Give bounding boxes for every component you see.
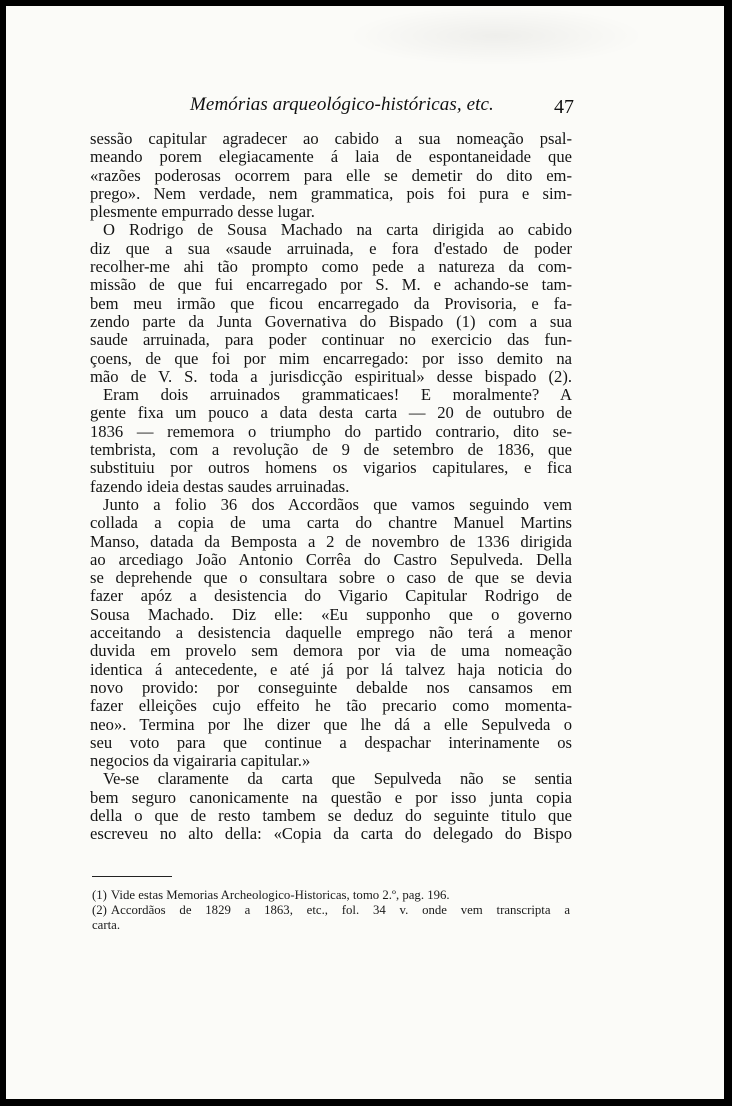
page-number: 47 xyxy=(554,96,574,118)
footnotes xyxy=(92,888,570,933)
text-line: identica á antecedente, e até já por lá talvez haja noticia do xyxy=(90,659,572,679)
text-line: se deprehende que o consultara sobre o caso de que se devia xyxy=(90,568,572,588)
text-line: acceitando a desistencia daquelle emprego não terá a menor xyxy=(90,623,572,643)
footnote-number: (1) xyxy=(92,888,107,902)
text-line: fazer apóz a desistencia do Vigario Capitular Rodrigo de xyxy=(90,586,572,606)
text-line: substituiu por outros homens os vigarios capitulares, e fica xyxy=(90,458,572,478)
text-line: della o que de resto tambem se deduz do seguinte titulo que xyxy=(90,805,572,825)
text-line: O Rodrigo de Sousa Machado na carta dirigida ao cabido xyxy=(103,220,572,240)
text-line: zendo parte da Junta Governativa do Bispado (1) com a sua xyxy=(90,311,572,331)
text-line: mão de V. S. toda a jurisdicção espiritual» desse bispado (2). xyxy=(90,366,572,386)
text-line: neo». Termina por lhe dizer que lhe dá a elle Sepulveda o xyxy=(90,714,572,734)
text-line: negocios da vigairaria capitular.» xyxy=(90,751,311,771)
page-header xyxy=(94,94,574,124)
text-line: Eram dois arruinados grammaticaes! E moralmente? A xyxy=(103,385,572,405)
text-line: novo provido: por conseguinte debalde nos cansamos em xyxy=(90,677,572,697)
text-line: tembrista, com a revolução de 9 de setembro de 1836, que xyxy=(90,440,572,460)
footnote-number: (2) xyxy=(92,903,107,917)
text-line: Junto a folio 36 dos Accordãos que vamos seguindo vem xyxy=(103,494,572,514)
text-line: 1836 — rememora o triumpho do partido contrario, dito se- xyxy=(90,421,572,441)
text-line: Sousa Machado. Diz elle: «Eu supponho que o governo xyxy=(90,604,572,624)
running-title: Memórias arqueológico-históricas, etc. xyxy=(190,94,494,115)
text-line: escreveu no alto della: «Copia da carta do delegado do Bispo xyxy=(90,824,572,844)
text-line: collada a copia de uma carta do chantre Manuel Martins xyxy=(90,513,572,533)
text-line: Ve-se claramente da carta que Sepulveda não se sentia xyxy=(103,769,572,789)
text-line: plesmente empurrado desse lugar. xyxy=(90,202,315,222)
text-line: prego». Nem verdade, nem grammatica, pois foi pura e sim- xyxy=(90,183,572,203)
text-line: «razões poderosas ocorrem para elle se demetir do dito em- xyxy=(90,165,572,185)
text-line: duvida em provelo sem demora por via de uma nomeação xyxy=(90,641,572,661)
text-line: recolher-me ahi tão prompto como pede a natureza da com- xyxy=(90,257,572,277)
footnote-divider xyxy=(92,876,172,877)
footnote-2 xyxy=(92,903,570,918)
text-line: fazer elleições cujo effeito he tão precario como momenta- xyxy=(90,696,572,716)
text-line: diz que a sua «saude arruinada, e fora d'estado de poder xyxy=(90,238,572,258)
footnote-text: Accordãos de 1829 a 1863, etc., fol. 34 v. onde vem transcripta a xyxy=(110,903,570,917)
text-line: bem meu irmão que ficou encarregado da Provisoria, e fa- xyxy=(90,293,572,313)
text-line: bem seguro canonicamente na questão e por isso junta copia xyxy=(90,787,572,807)
text-line: çoens, de que foi por mim encarregado: por isso demito na xyxy=(90,348,572,368)
text-line: gente fixa um pouco a data desta carta — 20 de outubro de xyxy=(90,403,572,423)
text-line: seu voto para que continue a despachar interinamente os xyxy=(90,732,572,752)
text-line: Manso, datada da Bemposta a 2 de novembro de 1336 dirigida xyxy=(90,531,572,551)
footnote-1 xyxy=(92,888,570,903)
text-line: sessão capitular agradecer ao cabido a sua nomeação psal- xyxy=(90,129,572,148)
footnote-text: Vide estas Memorias Archeologico-Historicas, tomo 2.º, pag. 196. xyxy=(110,888,450,902)
text-line: fazendo ideia destas saudes arruinadas. xyxy=(90,476,350,496)
body-text xyxy=(90,130,572,844)
text-line: saude arruinada, para poder continuar no exercicio das fun- xyxy=(90,330,572,350)
text-line: meando porem elegiacamente á laia de espontaneidade que xyxy=(90,147,572,167)
book-page xyxy=(6,6,724,1099)
text-line: ao arcediago João Antonio Corrêa do Castro Sepulveda. Della xyxy=(90,549,572,569)
footnote-2-continuation: carta. xyxy=(92,918,121,932)
text-line: missão de que fui encarregado por S. M. e achando-se tam- xyxy=(90,275,572,295)
